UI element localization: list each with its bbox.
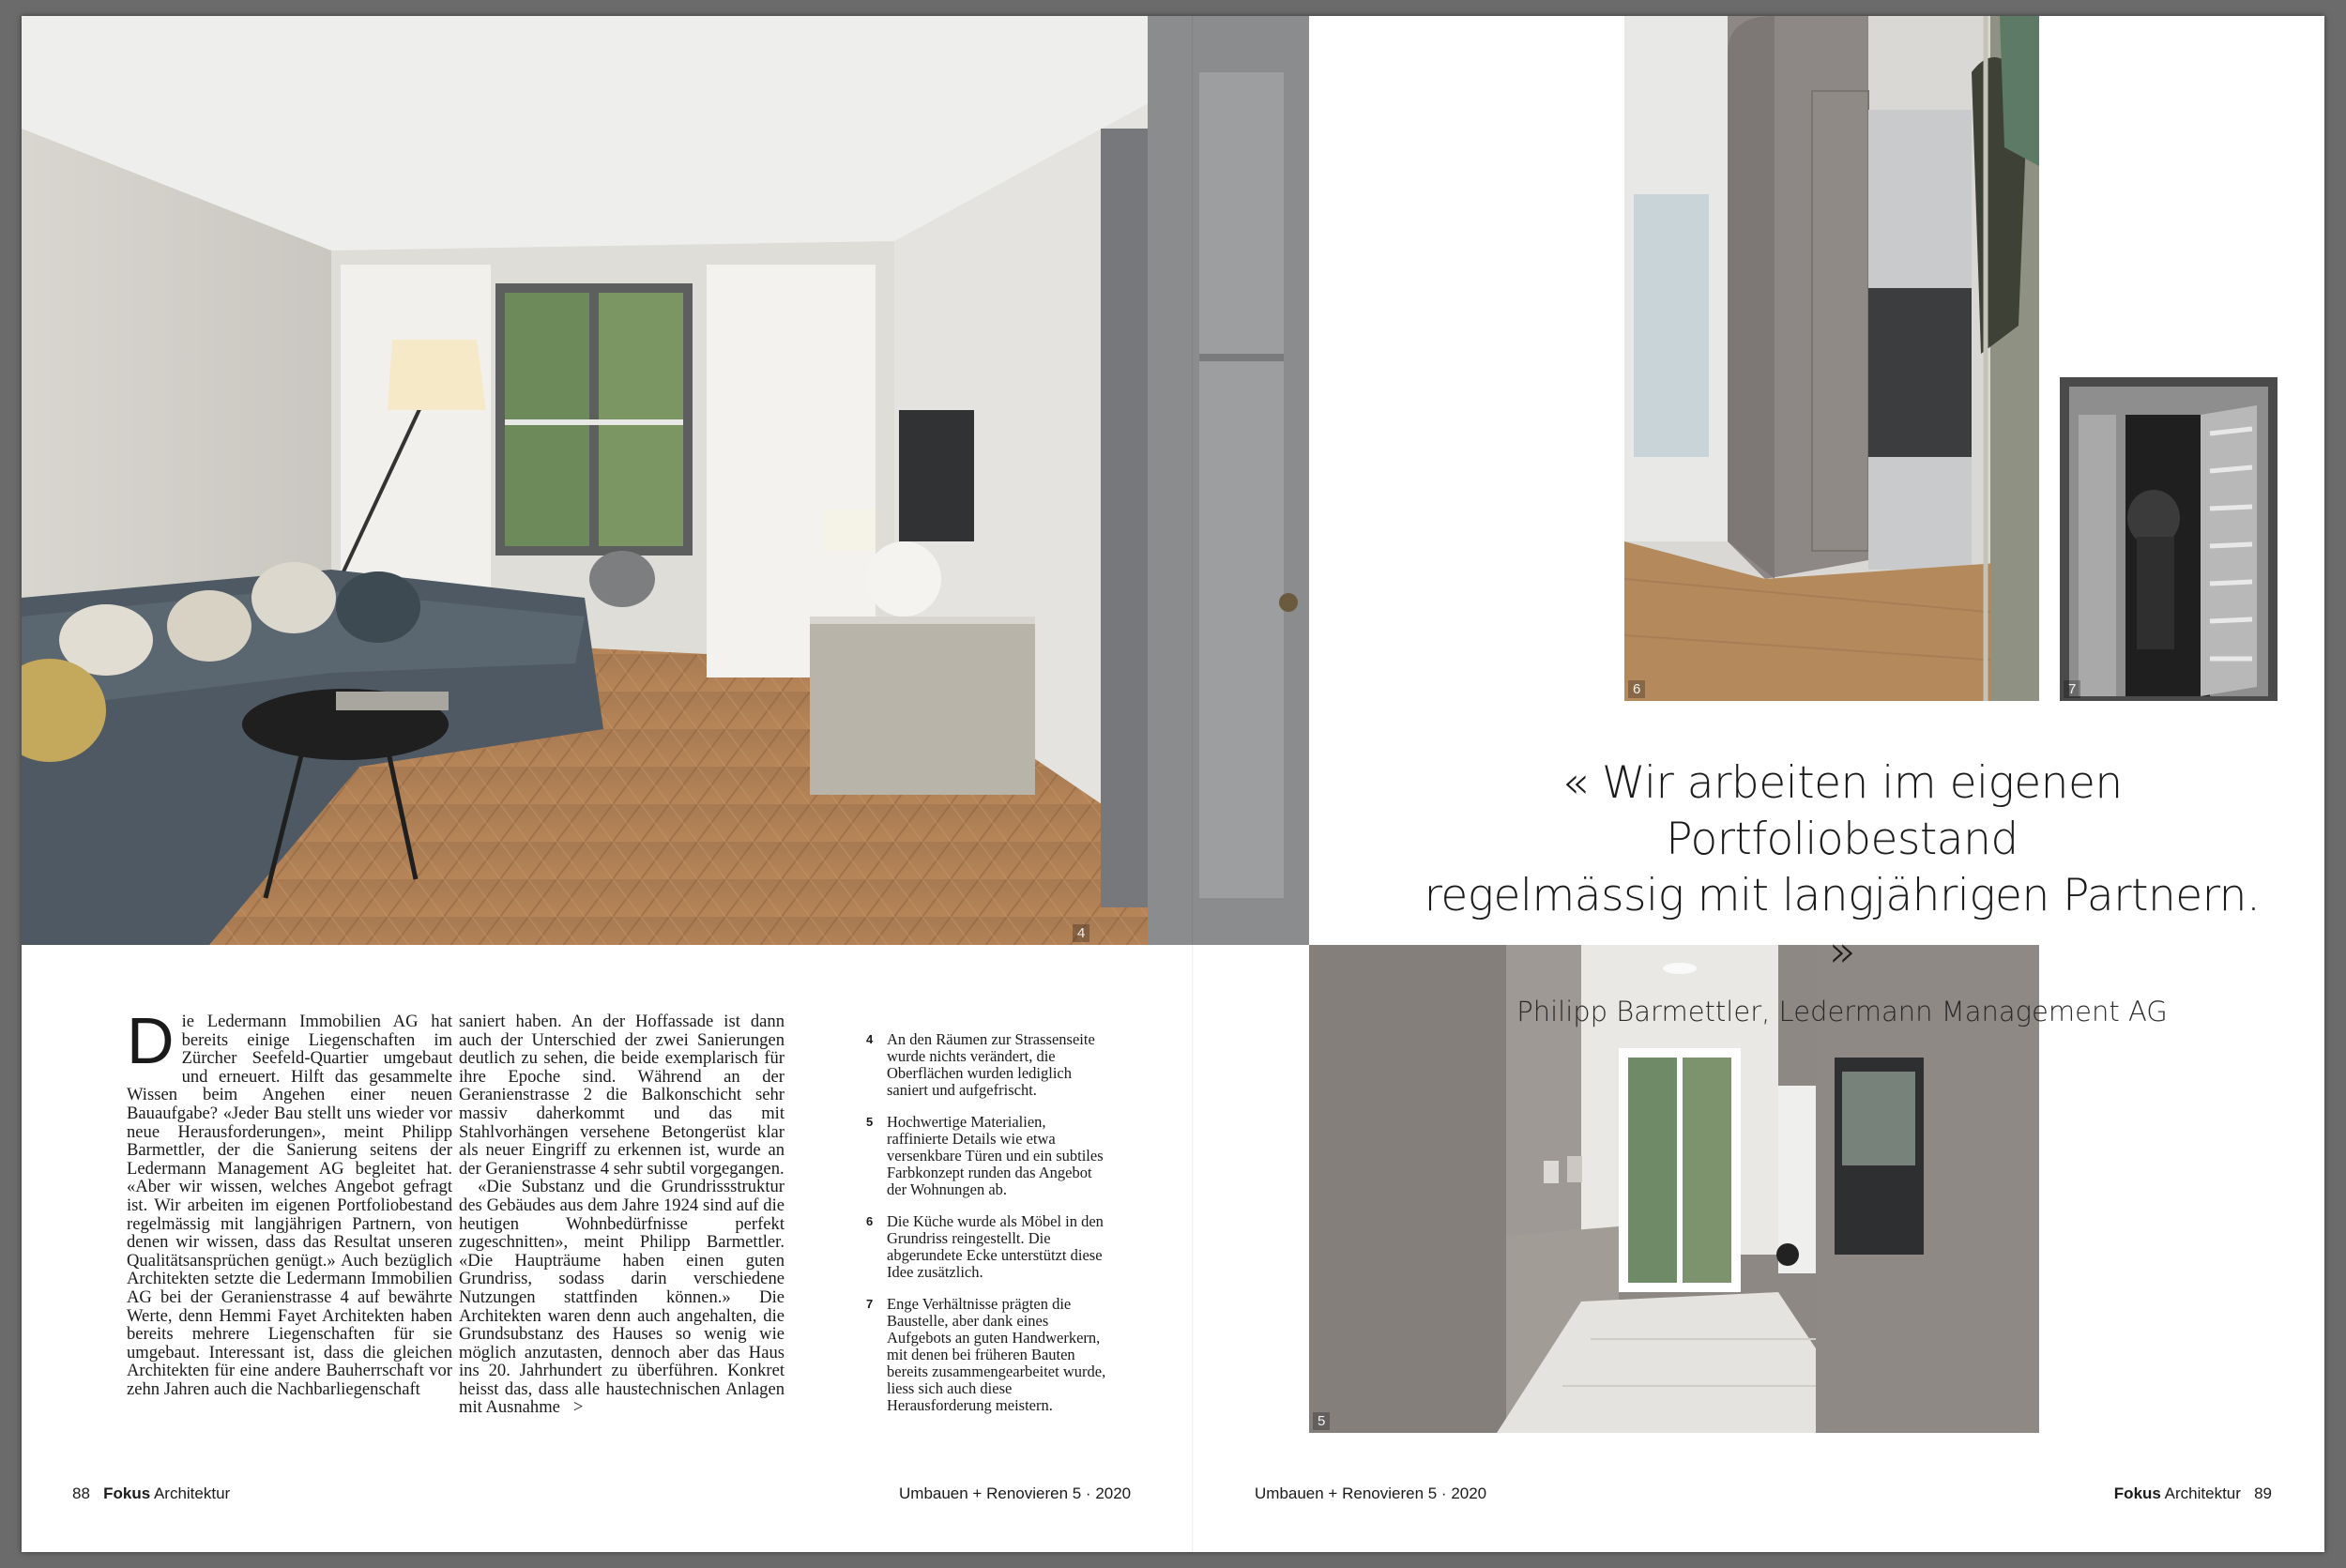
figure-number-6: 6 — [1628, 680, 1645, 698]
kitchen-corner-photo — [1624, 16, 2039, 701]
article-col1-text: ie Ledermann Immobilien AG hat bereits einige Liegenschaften im Zürcher Seefeld-Quartier umgebaut und erneuert. Hilft das gesammelte Wissen beim Angehen einer neuen Bauaufgabe? «Jeder Bau stellt uns wieder vor neue Herausforderungen», meint Philipp Barmettler, der die Sanierung seitens der Ledermann Management AG begleitet hat. «Aber wir wissen, welches Angebot gefragt ist. Wir arbeiten im eigenen Portfoliobestand regelmässig mit langjährigen Partnern, von denen wir wissen, dass das Resultat unseren Qualitätsansprüchen genügt.» Auch bezüglich Architekten setzte die Ledermann Immobilien AG bei der Geranienstrasse 4 auf bewährte Werte, denn Hemmi Fayet Architekten haben bereits mehrere Liegenschaften für sie umgebaut. Interessant ist, dass die gleichen Architekten für eine andere Bauherrschaft vor zehn Jahren auch die Nachbarliegenschaft — [127, 1012, 452, 1399]
spine-gutter — [1192, 16, 1194, 1552]
page-number-left: 88 — [72, 1484, 90, 1502]
footer-right — [2114, 1484, 2272, 1503]
caption-item — [866, 1031, 1110, 1099]
magazine-spread — [22, 16, 2324, 1552]
article-column-2 — [459, 1012, 785, 1417]
quote-line-1: « Wir arbeiten im eigenen Portfoliobestand — [1561, 757, 2123, 865]
caption-text: Enge Verhältnisse prägten die Baustelle, aber dank eines Aufgebots an guten Handwerkern, mit denen bei früheren Bauten bereits zusammengearbeitet wurde, liess sich auch diese Herausforderung meistern. — [887, 1295, 1106, 1414]
caption-number: 7 — [866, 1297, 874, 1311]
continue-arrow: > — [572, 1397, 584, 1418]
footer-section-left: Architektur — [153, 1484, 231, 1502]
pull-quote — [1420, 755, 2264, 1028]
photo-captions — [866, 1031, 1110, 1429]
caption-item — [866, 1213, 1110, 1281]
caption-item — [866, 1114, 1110, 1198]
construction-photo — [2060, 377, 2277, 701]
article-column-1 — [127, 1004, 452, 1399]
caption-text: An den Räumen zur Strassenseite wurde nichts verändert, die Oberflächen wurden lediglich saniert und aufgefrischt. — [887, 1030, 1095, 1099]
page-number-right: 89 — [2254, 1484, 2272, 1502]
drop-cap: D — [127, 1004, 175, 1077]
footer-section-bold-right: Fokus — [2113, 1484, 2161, 1502]
footer-left — [72, 1484, 230, 1503]
caption-number: 5 — [866, 1115, 874, 1129]
caption-number: 4 — [866, 1032, 874, 1046]
footer-section-bold-left: Fokus — [103, 1484, 151, 1502]
article-col2-para2: «Die Substanz und die Grundrissstruktur des Gebäudes aus dem Jahre 1924 sind auf die heutigen Wohnbedürfnisse perfekt zugeschnitten», meint Philipp Barmettler. «Die Haupträume haben einen guten Grundriss, sodass darin verschiedene Nutzungen stattfinden können.» Die Architekten waren denn auch angehalten, die Grundsubstanz des Hauses so wenig wie möglich anzutasten, dennoch aber das Haus ins 20. Jahrhundert zu überführen. Konkret heisst das, dass alle haustechnischen Anlagen mit Ausnahme — [459, 1177, 785, 1418]
figure-number-5: 5 — [1313, 1412, 1330, 1430]
footer-issue-right: Umbauen + Renovieren 5 · 2020 — [1255, 1484, 1487, 1502]
footer-issue-left: Umbauen + Renovieren 5 · 2020 — [899, 1484, 1132, 1502]
article-col2-para1: saniert haben. An der Hoffassade ist dann auch der Unterschied der zwei Sanierungen deutlich zu sehen, die beide exemplarisch für ihre Epoche sind. Während an der Geranienstrasse 2 die Balkonschicht sehr massiv daherkommt und das mit Stahlvorhängen versehene Betongerüst klar als neuer Eingriff zu erkennen ist, wurde an der Geranienstrasse 4 sehr subtil vorgegangen. — [459, 1012, 785, 1179]
caption-number: 6 — [866, 1214, 874, 1228]
quote-author: Philipp Barmettler, Ledermann Management AG — [1516, 996, 2168, 1028]
figure-number-4: 4 — [1073, 924, 1089, 942]
figure-number-7: 7 — [2064, 680, 2080, 698]
quote-line-2: regelmässig mit langjährigen Partnern. » — [1424, 870, 2261, 978]
caption-text: Hochwertige Materialien, raffinierte Details wie etwa versenkbare Türen und ein subtiles Farbkonzept runden das Angebot der Wohnungen ab. — [887, 1113, 1104, 1198]
caption-text: Die Küche wurde als Möbel in den Grundriss reingestellt. Die abgerundete Ecke unterstützt diese Idee zusätzlich. — [887, 1212, 1104, 1281]
caption-item — [866, 1296, 1110, 1414]
living-room-photo — [22, 16, 1309, 945]
footer-section-right: Architektur — [2164, 1484, 2241, 1502]
